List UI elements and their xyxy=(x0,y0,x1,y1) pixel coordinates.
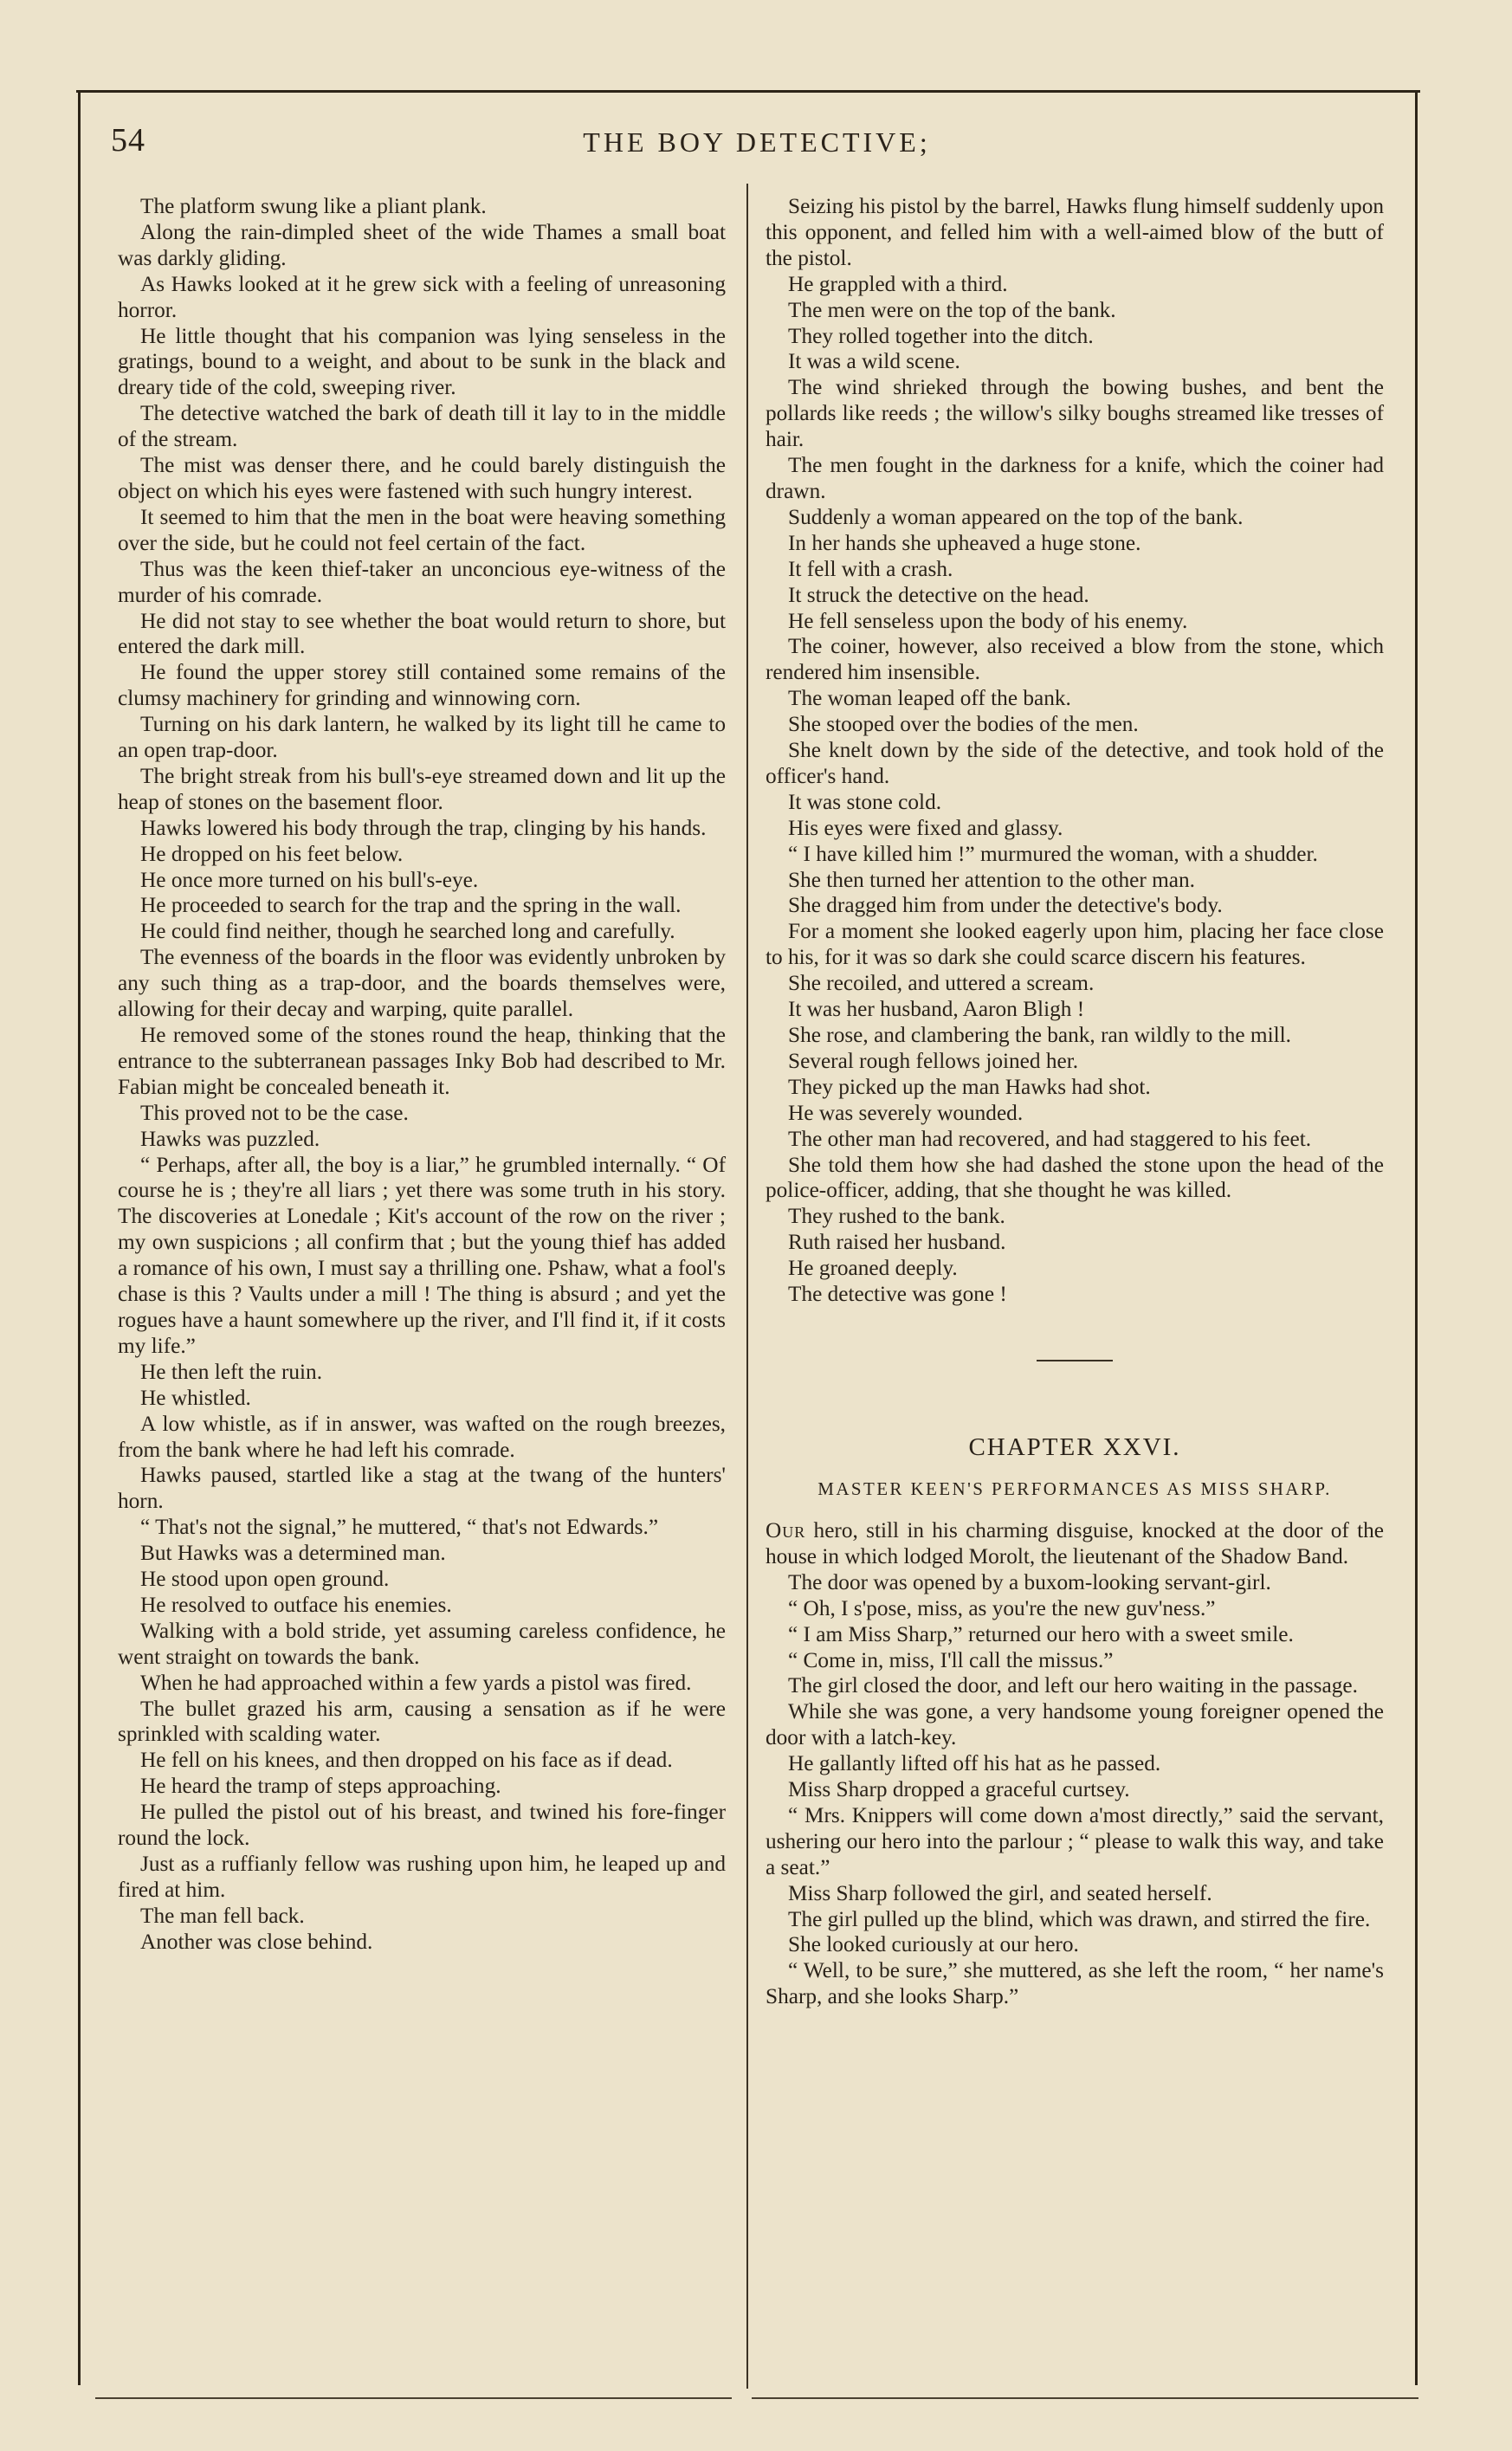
chapter-first-word: Our xyxy=(766,1517,806,1542)
paragraph: He resolved to outface his enemies. xyxy=(140,1592,452,1617)
paragraph: He grappled with a third. xyxy=(788,271,1008,296)
column-divider xyxy=(746,184,748,2389)
paragraph: For a moment she looked eagerly upon him, placing her face close to his, for it was so dark she could scarce discern his features. xyxy=(766,919,1384,970)
paragraph: He stood upon open ground. xyxy=(140,1567,390,1592)
paragraph: He heard the tramp of steps approaching. xyxy=(140,1774,501,1799)
paragraph: Hawks lowered his body through the trap, clinging by his hands. xyxy=(140,815,707,840)
paragraph: This proved not to be the case. xyxy=(140,1100,409,1125)
chapter-title: CHAPTER XXVI. xyxy=(968,1432,1181,1461)
paragraph: “ Mrs. Knippers will come down a'most directly,” said the servant, ushering our hero into the parlour ; “ please to walk this way, and take a seat.” xyxy=(766,1802,1384,1879)
paragraph: Ruth raised her husband. xyxy=(788,1230,1006,1255)
paragraph: Seizing his pistol by the barrel, Hawks flung himself suddenly upon this opponent, and felled him with a well-aimed blow of the butt of the pistol. xyxy=(766,194,1384,270)
page-number: 54 xyxy=(111,122,145,158)
paragraph: She told them how she had dashed the stone upon the head of the police-officer, adding, that she thought he was killed. xyxy=(766,1152,1384,1203)
paragraph: Walking with a bold stride, yet assuming careless confidence, he went straight on towards the bank. xyxy=(118,1618,726,1669)
paragraph: It was a wild scene. xyxy=(788,349,960,374)
paragraph: The girl closed the door, and left our hero waiting in the passage. xyxy=(788,1673,1358,1698)
left-border-rule xyxy=(78,92,81,2385)
paragraph: It was stone cold. xyxy=(788,789,942,814)
paragraph: He dropped on his feet below. xyxy=(140,841,404,866)
page-header xyxy=(111,121,1403,170)
paragraph: His eyes were fixed and glassy. xyxy=(788,815,1063,840)
paragraph: “ Well, to be sure,” she muttered, as she left the room, “ her name's Sharp, and she looks Sharp.” xyxy=(766,1958,1384,2009)
paragraph: “ That's not the signal,” he muttered, “ that's not Edwards.” xyxy=(140,1515,659,1540)
paragraph: He pulled the pistol out of his breast, and twined his fore-finger round the lock. xyxy=(118,1800,726,1851)
paragraph: The woman leaped off the bank. xyxy=(788,686,1071,711)
paragraph: The mist was denser there, and he could barely distinguish the object on which his eyes were fastened with such hungry interest. xyxy=(118,453,726,503)
paragraph: The man fell back. xyxy=(140,1903,305,1928)
paragraph: He proceeded to search for the trap and the spring in the wall. xyxy=(140,893,682,918)
left-column xyxy=(118,194,726,1956)
paragraph: She knelt down by the side of the detective, and took hold of the officer's hand. xyxy=(766,738,1384,788)
paragraph: He found the upper storey still contained some remains of the clumsy machinery for grinding and winnowing corn. xyxy=(118,660,726,711)
right-column-bottom-text xyxy=(766,1570,1384,2010)
chapter-subtitle: MASTER KEEN'S PERFORMANCES AS MISS SHARP. xyxy=(817,1478,1332,1499)
paragraph: As Hawks looked at it he grew sick with a feeling of unreasoning horror. xyxy=(118,271,726,322)
paragraph: She recoiled, and uttered a scream. xyxy=(788,971,1095,996)
bottom-rule-left xyxy=(95,2397,732,2399)
paragraph: He little thought that his companion was lying senseless in the gratings, bound to a weight, and about to be sunk in the black and dreary tide of the cold, sweeping river. xyxy=(118,323,726,400)
chapter-opening-paragraph xyxy=(766,1518,1384,1570)
paragraph: They rushed to the bank. xyxy=(788,1204,1005,1229)
paragraph: It struck the detective on the head. xyxy=(788,582,1089,607)
paragraph: “ I am Miss Sharp,” returned our hero with a sweet smile. xyxy=(788,1621,1294,1646)
paragraph: She dragged him from under the detective's body. xyxy=(788,893,1223,918)
paragraph: The bright streak from his bull's-eye streamed down and lit up the heap of stones on the basement floor. xyxy=(118,763,726,814)
paragraph: Turning on his dark lantern, he walked by its light till he came to an open trap-door. xyxy=(118,712,726,763)
paragraph: The coiner, however, also received a blow from the stone, which rendered him insensible. xyxy=(766,634,1384,685)
paragraph: The men fought in the darkness for a knife, which the coiner had drawn. xyxy=(766,453,1384,503)
paragraph: Hawks paused, startled like a stag at the twang of the hunters' horn. xyxy=(118,1463,726,1514)
paragraph: He whistled. xyxy=(140,1385,251,1410)
paragraph: Just as a ruffianly fellow was rushing upon him, he leaped up and fired at him. xyxy=(118,1852,726,1902)
paragraph: He groaned deeply. xyxy=(788,1256,958,1281)
paragraph: Hawks was puzzled. xyxy=(140,1126,320,1151)
paragraph: Thus was the keen thief-taker an unconcious eye-witness of the murder of his comrade. xyxy=(118,556,726,607)
paragraph: It fell with a crash. xyxy=(788,556,953,581)
paragraph: “ Come in, miss, I'll call the missus.” xyxy=(788,1647,1114,1672)
paragraph: They picked up the man Hawks had shot. xyxy=(788,1074,1151,1099)
paragraph: The detective was gone ! xyxy=(788,1282,1007,1307)
paragraph: “ Oh, I s'pose, miss, as you're the new guv'ness.” xyxy=(788,1595,1216,1620)
paragraph: He could find neither, though he searched long and carefully. xyxy=(140,919,675,944)
bottom-rule-right xyxy=(752,2397,1418,2399)
paragraph: He did not stay to see whether the boat would return to shore, but entered the dark mill. xyxy=(118,608,726,659)
paragraph: He then left the ruin. xyxy=(140,1359,323,1384)
chapter-opening-text: hero, still in his charming disguise, knocked at the door of the house in which lodged Morolt, the lieutenant of the Shadow Band. xyxy=(766,1517,1384,1568)
paragraph: “ I have killed him !” murmured the woman, with a shudder. xyxy=(788,841,1318,866)
top-border-rule xyxy=(76,90,1420,93)
paragraph: She looked curiously at our hero. xyxy=(788,1932,1079,1957)
paragraph: She stooped over the bodies of the men. xyxy=(788,712,1139,737)
paragraph: The other man had recovered, and had staggered to his feet. xyxy=(788,1126,1312,1151)
right-border-rule xyxy=(1415,92,1418,2385)
paragraph: He fell senseless upon the body of his enemy. xyxy=(788,608,1188,633)
paragraph: “ Perhaps, after all, the boy is a liar,” he grumbled internally. “ Of course he is ; they're all liars ; yet there was some truth in his story. The discoveries at Lonedale ; Kit's account of the row on the river ; my own suspicions ; all confirm that ; but the young thief has added a romance of his own, I must say a thrilling one. Pshaw, what a fool's chase is this ? Vaults under a mill ! The thing is absurd ; and yet the rogues have a haunt somewhere up the river, and I'll find it, if it costs my life.” xyxy=(118,1152,726,1358)
paragraph: Several rough fellows joined her. xyxy=(788,1048,1079,1073)
paragraph: He once more turned on his bull's-eye. xyxy=(140,867,479,892)
section-divider-rule xyxy=(1037,1360,1113,1361)
right-column-top-text xyxy=(766,194,1384,1308)
paragraph: But Hawks was a determined man. xyxy=(140,1541,446,1566)
paragraph: He was severely wounded. xyxy=(788,1100,1024,1125)
paragraph: In her hands she upheaved a huge stone. xyxy=(788,530,1141,555)
paragraph: The platform swung like a pliant plank. xyxy=(140,194,487,218)
paragraph: He fell on his knees, and then dropped on his face as if dead. xyxy=(140,1748,673,1773)
paragraph: The men were on the top of the bank. xyxy=(788,297,1116,322)
paragraph: A low whistle, as if in answer, was wafted on the rough breezes, from the bank where he had left his comrade. xyxy=(118,1411,726,1462)
running-head: THE BOY DETECTIVE; xyxy=(583,126,931,158)
paragraph: When he had approached within a few yards a pistol was fired. xyxy=(140,1670,692,1695)
paragraph: It seemed to him that the men in the boat were heaving something over the side, but he could not feel certain of the fact. xyxy=(118,504,726,555)
paragraph: The detective watched the bark of death till it lay to in the middle of the stream. xyxy=(118,401,726,452)
paragraph: She rose, and clambering the bank, ran wildly to the mill. xyxy=(788,1023,1291,1047)
paragraph: The girl pulled up the blind, which was drawn, and stirred the fire. xyxy=(788,1906,1371,1931)
paragraph: The bullet grazed his arm, causing a sensation as if he were sprinkled with scalding water. xyxy=(118,1696,726,1747)
right-column xyxy=(766,194,1384,2010)
paragraph: The door was opened by a buxom-looking servant-girl. xyxy=(788,1569,1271,1594)
paragraph: He removed some of the stones round the heap, thinking that the entrance to the subterranean passages Inky Bob had described to Mr. Fabian might be concealed beneath it. xyxy=(118,1023,726,1099)
paragraph: The wind shrieked through the bowing bushes, and bent the pollards like reeds ; the willow's silky boughs streamed like tresses of hair. xyxy=(766,375,1384,452)
paragraph: While she was gone, a very handsome young foreigner opened the door with a latch-key. xyxy=(766,1699,1384,1750)
paragraph: He gallantly lifted off his hat as he passed. xyxy=(788,1751,1161,1776)
paragraph: They rolled together into the ditch. xyxy=(788,323,1094,348)
paragraph: Miss Sharp dropped a graceful curtsey. xyxy=(788,1777,1130,1802)
paragraph: It was her husband, Aaron Bligh ! xyxy=(788,997,1085,1022)
paragraph: Miss Sharp followed the girl, and seated herself. xyxy=(788,1880,1212,1905)
paragraph: Suddenly a woman appeared on the top of the bank. xyxy=(788,504,1244,529)
paragraph: The evenness of the boards in the floor was evidently unbroken by any such thing as a trap-door, and the boards themselves were, allowing for their decay and warping, quite parallel. xyxy=(118,945,726,1022)
paragraph: Another was close behind. xyxy=(140,1929,373,1954)
paragraph: She then turned her attention to the other man. xyxy=(788,867,1195,892)
paragraph: Along the rain-dimpled sheet of the wide Thames a small boat was darkly gliding. xyxy=(118,219,726,270)
